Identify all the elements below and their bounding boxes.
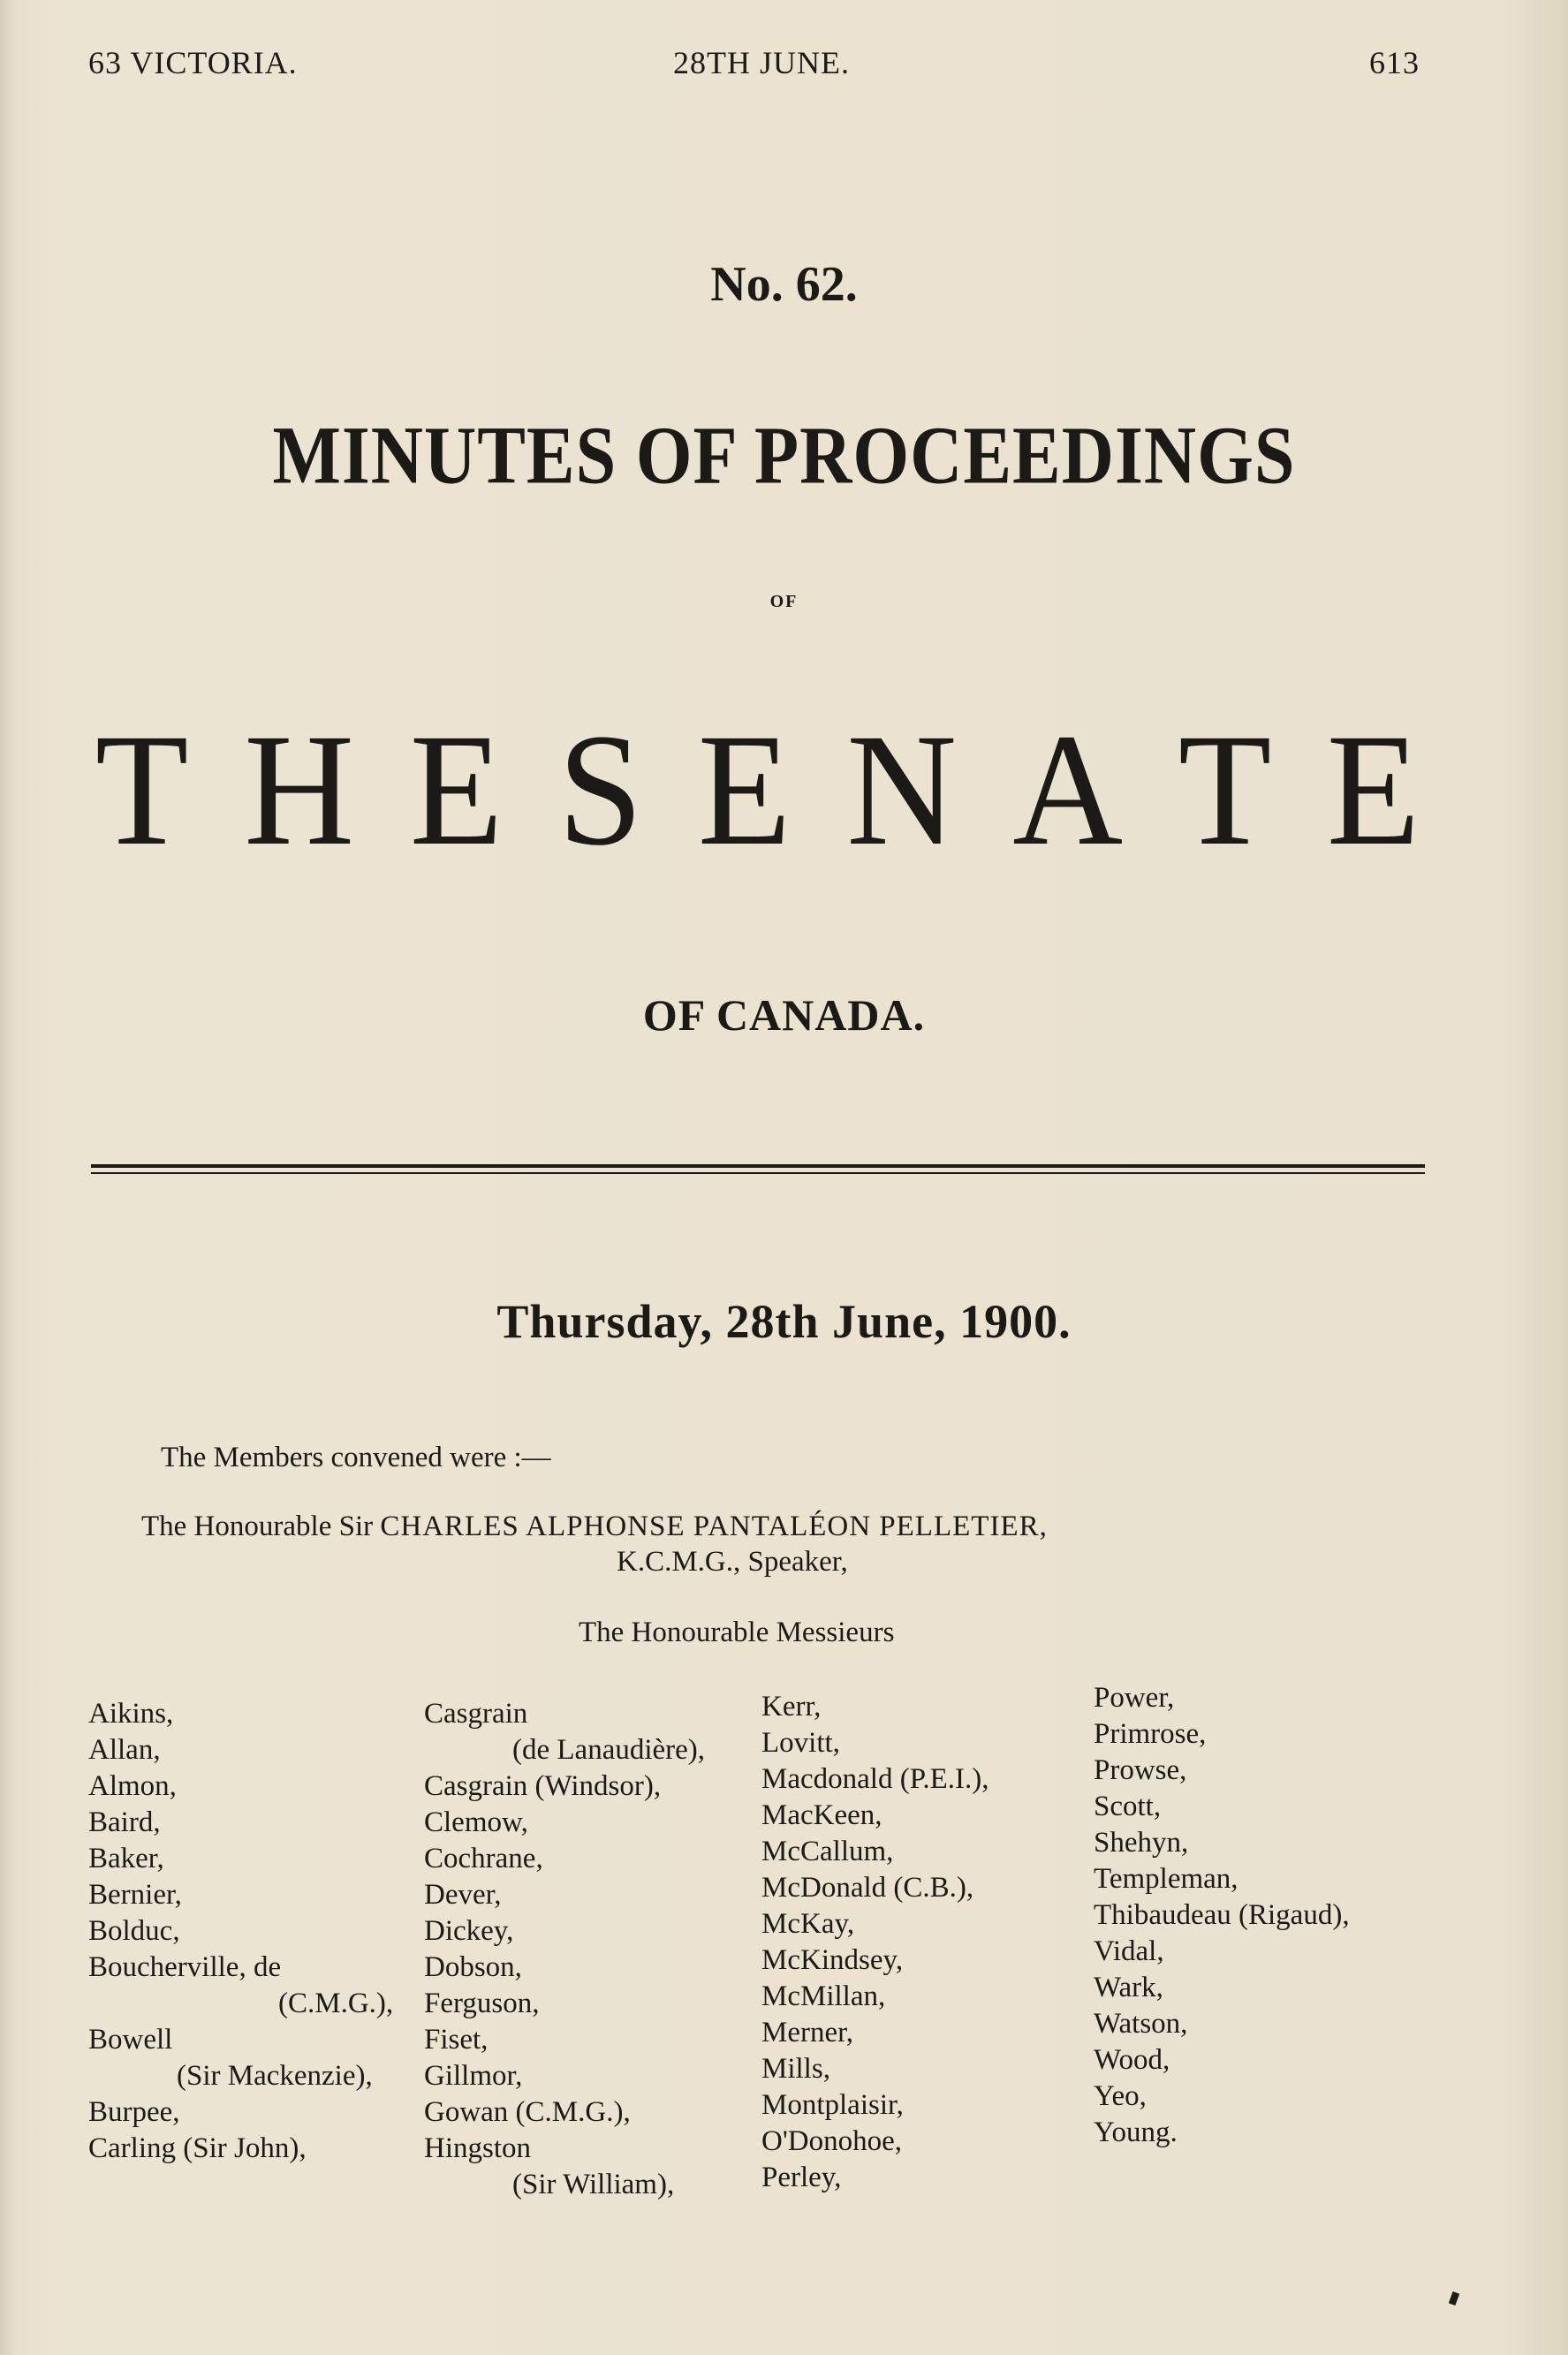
senate-letter: S: [557, 701, 643, 879]
member-name: McCallum,: [761, 1836, 894, 1867]
member-name: McMillan,: [761, 1980, 886, 2012]
member-name: Baird,: [88, 1806, 161, 1838]
senate-letter: T: [95, 701, 189, 879]
member-name: McDonald (C.B.),: [761, 1872, 974, 1904]
member-name: Dobson,: [424, 1951, 522, 1983]
speaker-prefix: The Honourable Sir: [141, 1511, 374, 1542]
member-name: Perley,: [761, 2162, 842, 2193]
speaker-title: K.C.M.G., Speaker,: [617, 1546, 848, 1578]
members-column-4: [1094, 1680, 1350, 2151]
senate-letter: E: [697, 701, 792, 879]
member-name-continued: (Sir Mackenzie),: [177, 2060, 373, 2092]
member-name: Wood,: [1094, 2044, 1170, 2076]
member-name: Shehyn,: [1094, 1827, 1189, 1859]
sitting-date: Thursday, 28th June, 1900.: [496, 1295, 1072, 1348]
member-name: Ferguson,: [424, 1988, 540, 2019]
issue-number: No. 62.: [710, 257, 858, 312]
senate-letter: N: [845, 701, 957, 879]
member-name: Merner,: [761, 2017, 854, 2048]
senate-letter: E: [409, 701, 504, 879]
minutes-title: MINUTES OF PROCEEDINGS: [272, 409, 1296, 501]
member-name: Casgrain (Windsor),: [424, 1770, 662, 1802]
member-name: Primrose,: [1094, 1718, 1207, 1750]
senate-letter: H: [244, 701, 355, 879]
member-name: Bowell: [88, 2024, 173, 2056]
member-name: Prowse,: [1094, 1754, 1187, 1786]
member-name: Yeo,: [1094, 2080, 1147, 2112]
member-name: Burpee,: [88, 2096, 180, 2128]
double-rule-thin: [91, 1172, 1425, 1174]
country-heading: OF CANADA.: [642, 990, 926, 1040]
members-column-3: [761, 1689, 989, 2196]
member-name: Kerr,: [761, 1691, 822, 1723]
member-name: Dever,: [424, 1879, 502, 1911]
page-number: 613: [1369, 45, 1420, 80]
member-name: Power,: [1094, 1682, 1175, 1714]
member-name: Boucherville, de: [88, 1951, 282, 1983]
senate-letter: E: [1326, 701, 1420, 879]
member-name: Thibaudeau (Rigaud),: [1094, 1899, 1350, 1931]
senate-letter: T: [1178, 701, 1272, 879]
member-name: Watson,: [1094, 2008, 1188, 2040]
member-name: Wark,: [1094, 1972, 1163, 2003]
ink-mark: [1449, 2291, 1459, 2306]
member-name: Allan,: [88, 1734, 161, 1766]
member-name-continued: (de Lanaudière),: [512, 1734, 706, 1766]
member-name: O'Donohoe,: [761, 2125, 903, 2157]
member-name: Bolduc,: [88, 1915, 180, 1947]
senate-heading: [93, 698, 1422, 882]
member-name: Scott,: [1094, 1791, 1162, 1822]
member-name-continued: (C.M.G.),: [278, 1988, 394, 2019]
double-rule-thick: [91, 1164, 1425, 1168]
member-name: Casgrain: [424, 1698, 528, 1730]
member-name: Gowan (C.M.G.),: [424, 2096, 631, 2128]
messieurs-label: The Honourable Messieurs: [579, 1617, 895, 1648]
member-name: MacKeen,: [761, 1799, 882, 1831]
member-name-continued: (Sir William),: [512, 2169, 675, 2200]
title-connector: OF: [769, 592, 799, 611]
member-name: Almon,: [88, 1770, 177, 1802]
speaker-name: CHARLES ALPHONSE PANTALÉON PELLETIER,: [380, 1511, 1048, 1542]
member-name: Young.: [1094, 2116, 1178, 2148]
member-name: Bernier,: [88, 1879, 182, 1911]
members-convened-label: The Members convened were :—: [161, 1442, 551, 1473]
running-head-session: 63 VICTORIA.: [88, 45, 298, 80]
members-column-2: [424, 1696, 705, 2203]
member-name: McKay,: [761, 1908, 855, 1940]
members-column-1: [88, 1696, 393, 2167]
member-name: Montplaisir,: [761, 2089, 904, 2121]
member-name: Dickey,: [424, 1915, 514, 1947]
member-name: Baker,: [88, 1843, 164, 1874]
member-name: Cochrane,: [424, 1843, 543, 1874]
member-name: Clemow,: [424, 1806, 528, 1838]
member-name: Gillmor,: [424, 2060, 523, 2092]
senate-letter: A: [1012, 701, 1123, 879]
member-name: Vidal,: [1094, 1935, 1164, 1967]
member-name: Macdonald (P.E.I.),: [761, 1763, 989, 1795]
member-name: Carling (Sir John),: [88, 2132, 307, 2164]
speaker-line: [141, 1511, 1048, 1543]
member-name: Aikins,: [88, 1698, 174, 1730]
member-name: Hingston: [424, 2132, 532, 2164]
member-name: Mills,: [761, 2053, 830, 2085]
member-name: Lovitt,: [761, 1727, 840, 1759]
member-name: Fiset,: [424, 2024, 489, 2056]
running-head-date: 28TH JUNE.: [673, 45, 850, 80]
member-name: Templeman,: [1094, 1863, 1238, 1895]
member-name: McKindsey,: [761, 1944, 904, 1976]
